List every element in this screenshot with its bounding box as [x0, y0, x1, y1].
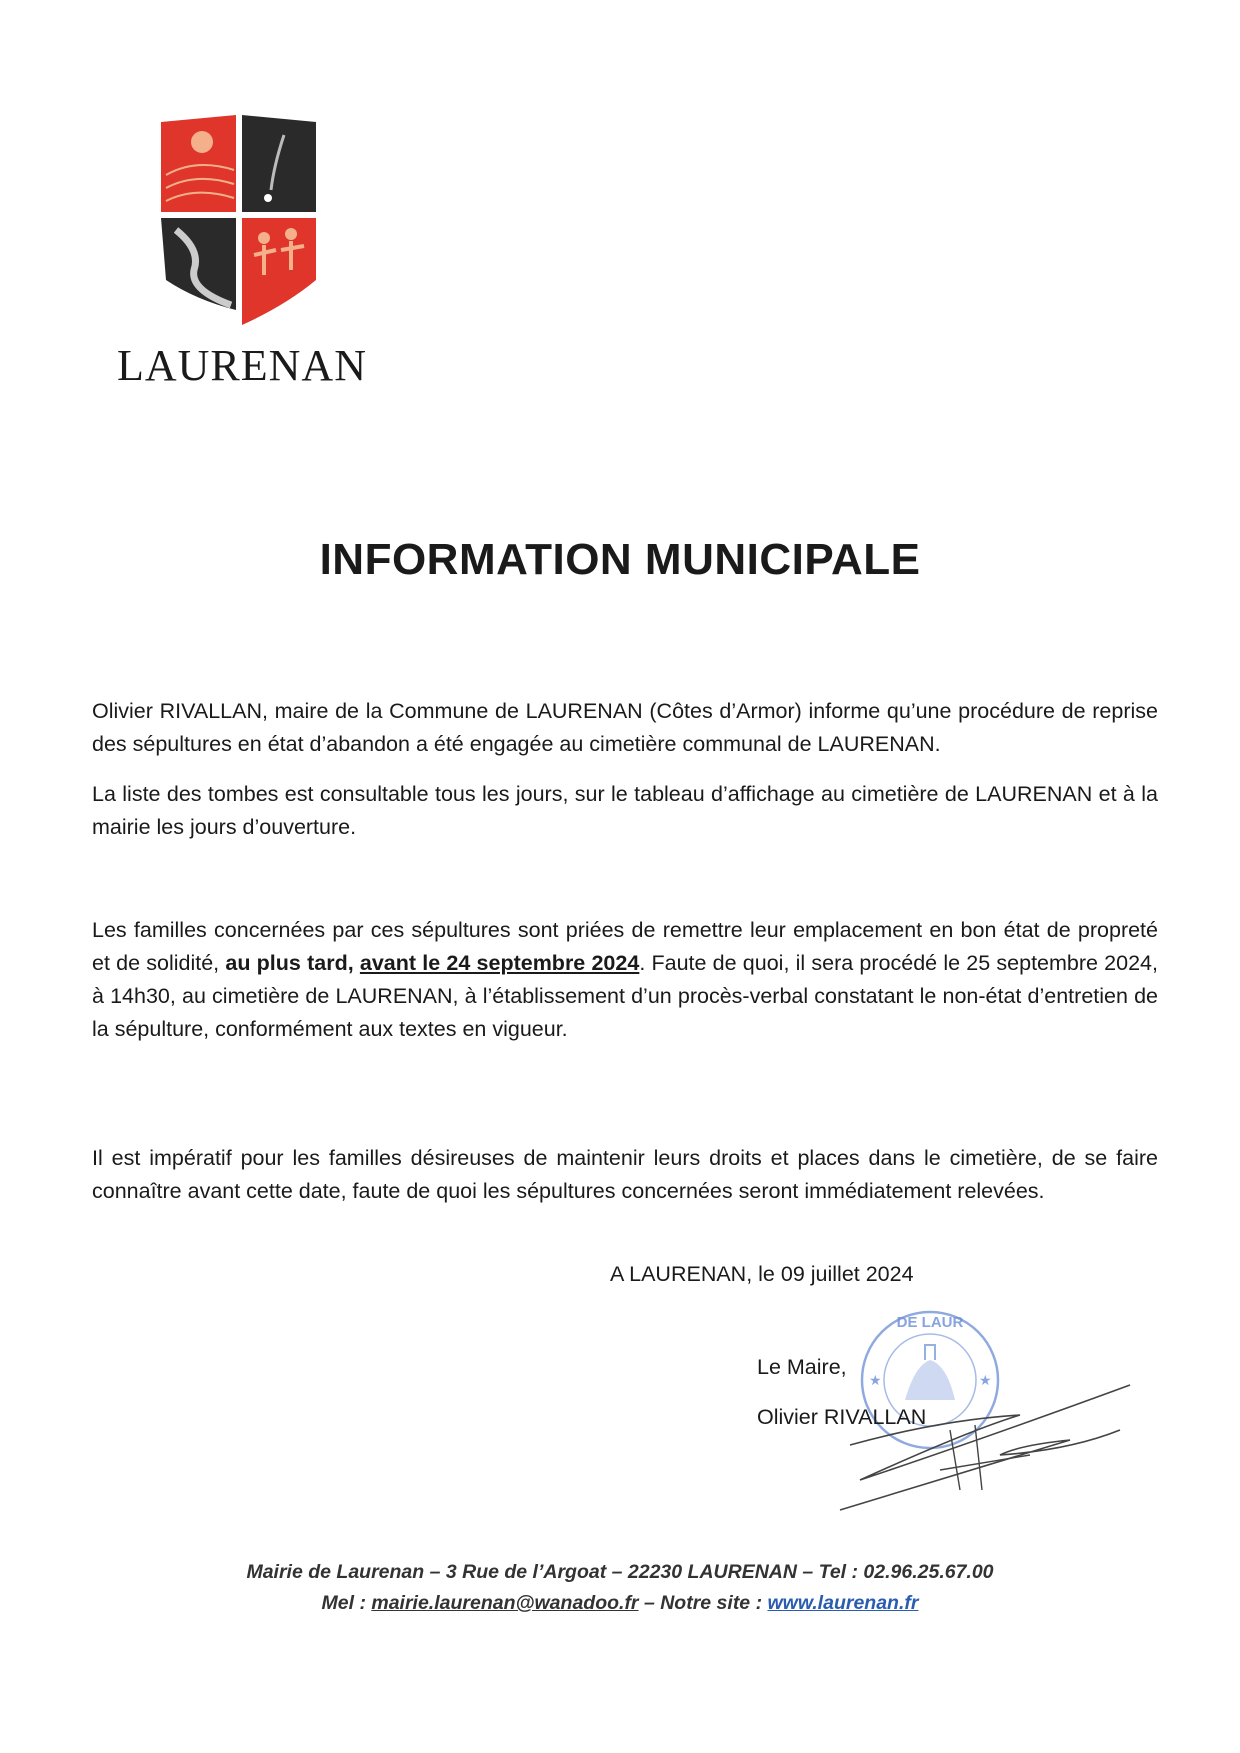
- footer-email-link[interactable]: mairie.laurenan@wanadoo.fr: [371, 1592, 639, 1614]
- page-title: INFORMATION MUNICIPALE: [319, 535, 921, 584]
- deadline-emphasis: au plus tard,: [225, 951, 354, 975]
- svg-text:DE LAUR: DE LAUR: [896, 1314, 964, 1331]
- coat-of-arms-icon: [156, 110, 326, 335]
- footer-mail-label: Mel :: [321, 1592, 372, 1614]
- deadline-text-start: Les familles concernées par ces sépultures sont priées de remettre leur emplacement en bon état de propreté et de solidité,: [92, 918, 1158, 975]
- logo-wordmark: LAURENAN: [117, 341, 367, 390]
- deadline-text-end: . Faute de quoi, il sera procédé le 25 septembre 2024, à 14h30, au cimetière de LAURENAN, à l’établissement d’un procès-verbal constatant le non-état d’entretien de la sépulture, conformément aux textes en vigueur.: [92, 951, 1158, 1041]
- footer-website-link[interactable]: www.laurenan.fr: [767, 1592, 919, 1614]
- footer-address: Mairie de Laurenan – 3 Rue de l’Argoat – 22230 LAURENAN – Tel : 02.96.25.67.00: [246, 1561, 994, 1583]
- place-and-date: A LAURENAN, le 09 juillet 2024: [610, 1262, 914, 1286]
- paragraph-rights-notice: Il est impératif pour les familles désireuses de maintenir leurs droits et places dans le cimetière, de se faire connaître avant cette date, faute de quoi les sépultures concernées seront immédiatement relevées.: [92, 1146, 1158, 1203]
- handwritten-signature: [820, 1370, 1140, 1525]
- paragraph-deadline: [92, 914, 1158, 1046]
- signatory-name: Olivier RIVALLAN: [757, 1405, 927, 1429]
- footer-contact-line: [0, 1588, 1240, 1619]
- svg-text:★: ★: [869, 1372, 882, 1388]
- footer-contact: [0, 1557, 1240, 1619]
- paragraph-announcement: Olivier RIVALLAN, maire de la Commune de LAURENAN (Côtes d’Armor) informe qu’une procédure de reprise des sépultures en état d’abandon a été engagée au cimetière communal de LAURENAN.: [92, 699, 1158, 756]
- footer-site-label: – Notre site :: [638, 1592, 768, 1614]
- deadline-date: avant le 24 septembre 2024: [359, 951, 640, 975]
- signature-scribble-icon: [820, 1370, 1140, 1520]
- signatory-role: Le Maire,: [757, 1355, 847, 1379]
- paragraph-list-info: La liste des tombes est consultable tous les jours, sur le tableau d’affichage au cimetière de LAURENAN et à la mairie les jours d’ouverture.: [92, 782, 1158, 839]
- municipality-logo: [110, 110, 370, 335]
- svg-text:★: ★: [979, 1372, 992, 1388]
